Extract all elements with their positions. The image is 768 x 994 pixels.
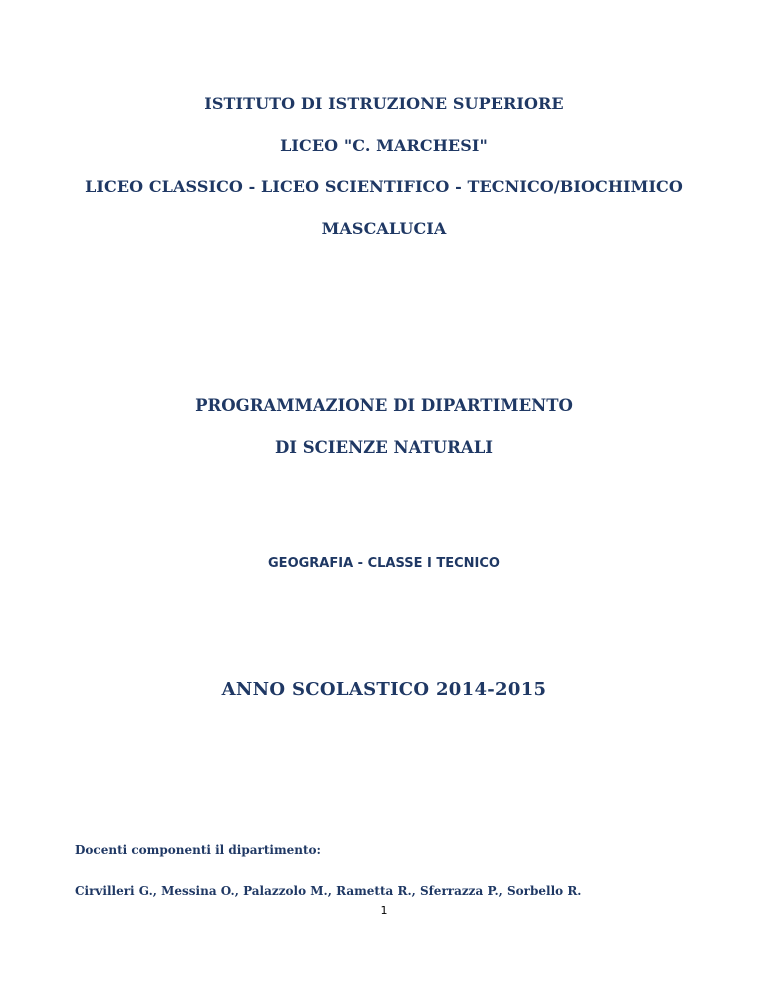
page-number: 1 bbox=[380, 904, 388, 917]
school-name-heading: LICEO "C. MARCHESI" bbox=[280, 136, 488, 155]
department-title: DI SCIENZE NATURALI bbox=[274, 438, 494, 457]
staff-label: Docenti componenti il dipartimento: bbox=[75, 843, 321, 857]
school-year-title: ANNO SCOLASTICO 2014-2015 bbox=[221, 679, 547, 700]
city-heading: MASCALUCIA bbox=[321, 219, 447, 238]
school-types-heading: LICEO CLASSICO - LICEO SCIENTIFICO - TECNICO/BIOCHIMICO bbox=[85, 177, 683, 196]
institute-heading: ISTITUTO DI ISTRUZIONE SUPERIORE bbox=[204, 94, 564, 113]
program-title: PROGRAMMAZIONE DI DIPARTIMENTO bbox=[195, 396, 573, 415]
staff-members: Cirvilleri G., Messina O., Palazzolo M., Rametta R., Sferrazza P., Sorbello R. bbox=[75, 884, 582, 898]
subject-title: GEOGRAFIA - CLASSE I TECNICO bbox=[268, 556, 500, 571]
